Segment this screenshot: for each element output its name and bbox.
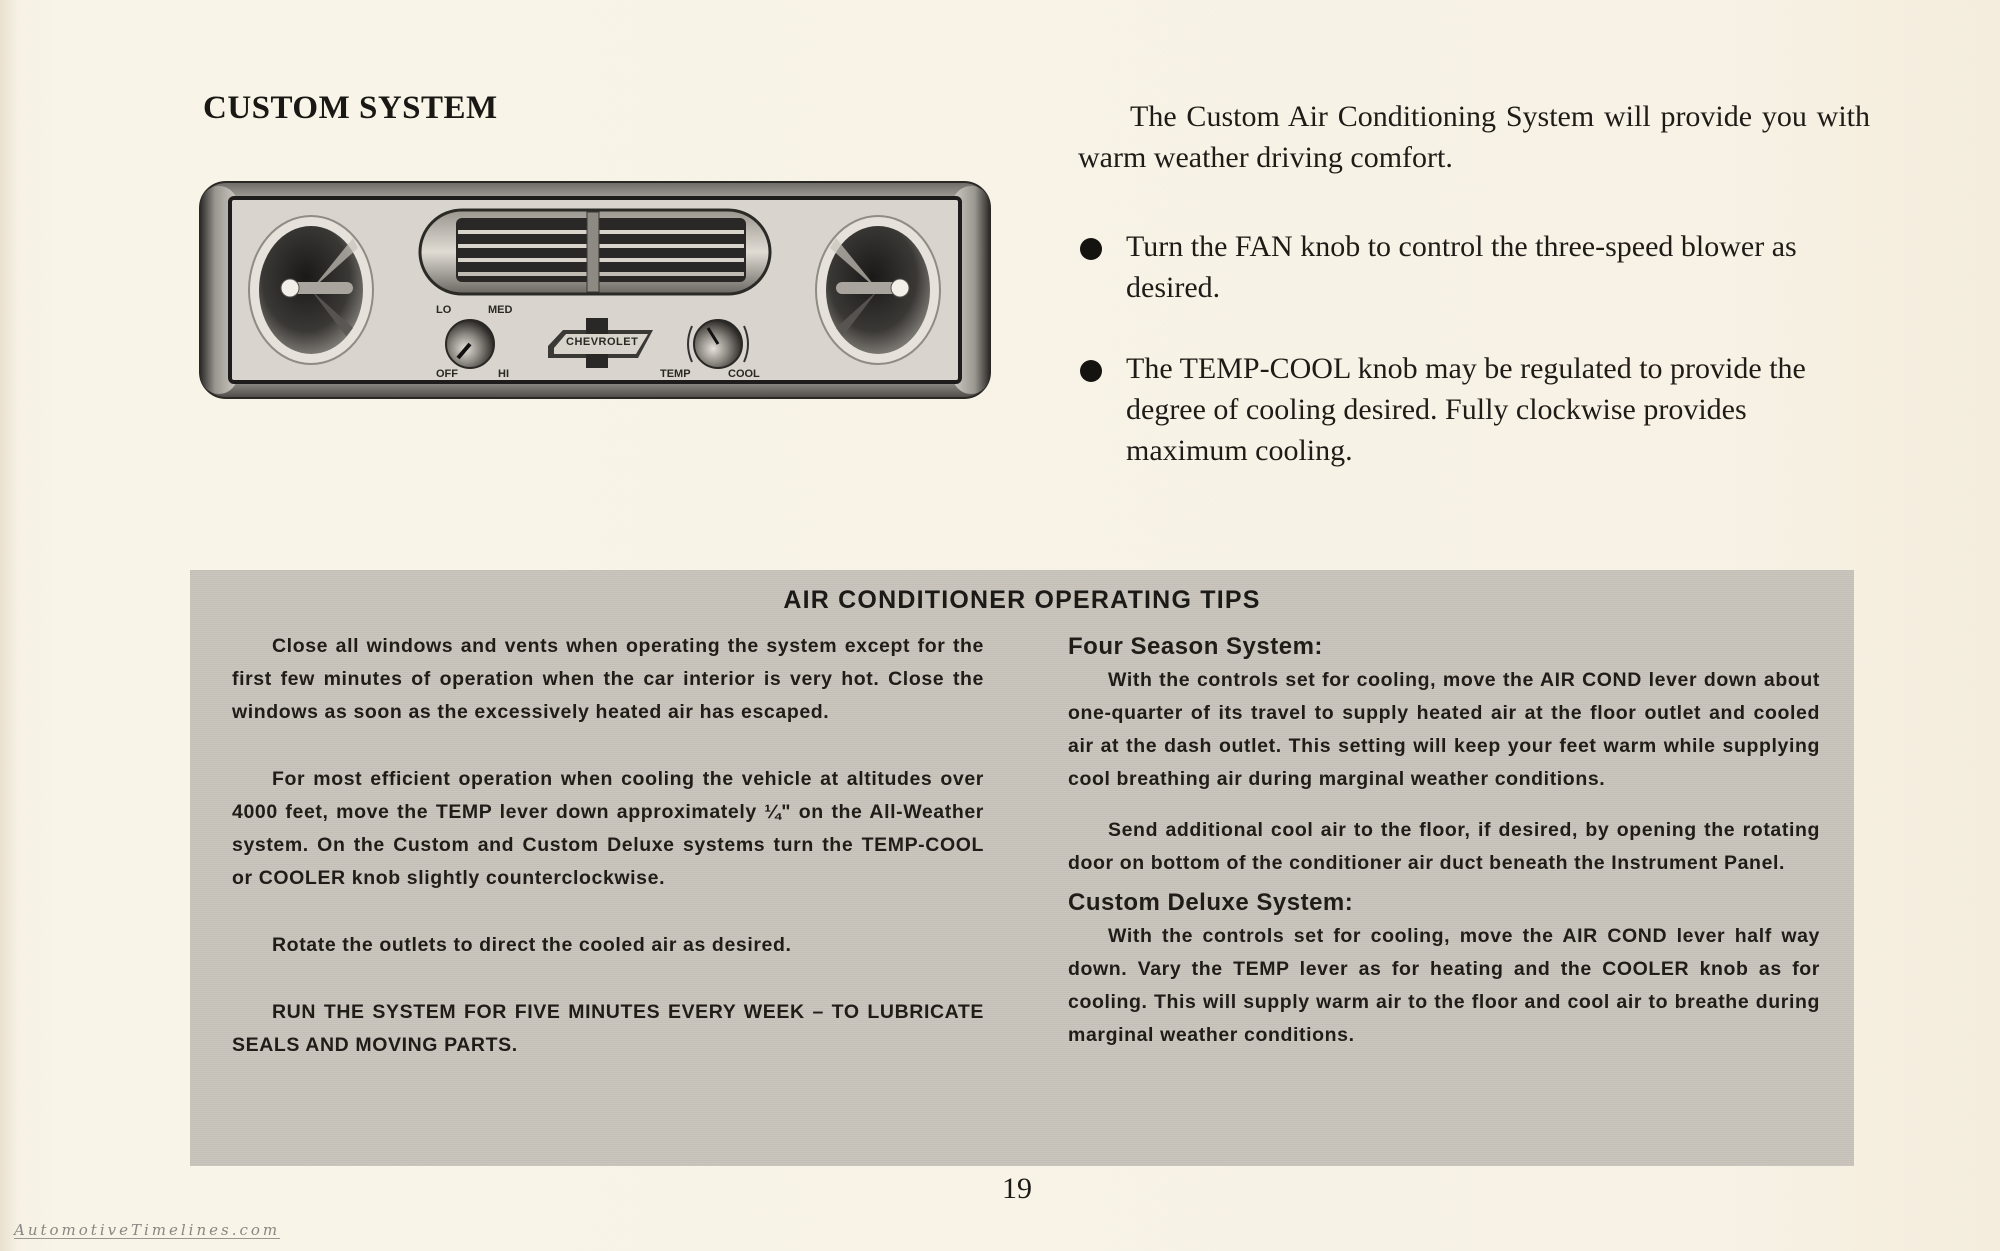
intro-section [1078,96,1870,471]
bullet-item: The TEMP-COOL knob may be regulated to provide the degree of cooling desired. Fully clockwise provides maximum cooling. [1078,348,1870,471]
bullet-item: Turn the FAN knob to control the three-speed blower as desired. [1078,226,1870,308]
tips-left-column [232,630,984,1062]
four-season-heading: Four Season System: [1068,633,1323,660]
tip-paragraph: With the controls set for cooling, move the AIR COND lever half way down. Vary the TEMP lever as for heating and the COOLER knob as for cooling. This will supply warm air to the floor and cool air to breathe during marginal weather conditions. [1068,925,1820,1046]
fan-label-lo: LO [436,304,452,316]
cool-label: COOL [728,368,760,380]
bullet-dot-icon [1080,360,1102,382]
intro-bullet-list [1078,226,1870,471]
fan-label-off: OFF [436,368,458,380]
temp-label: TEMP [660,368,691,380]
tip-paragraph: For most efficient operation when cooling the vehicle at altitudes over 4000 feet, move the TEMP lever down approximately ¼" on the All-Weather system. On the Custom and Custom Deluxe systems turn the TEMP-COOL or COOLER knob slightly counterclockwise. [232,768,984,889]
custom-deluxe-heading: Custom Deluxe System: [1068,889,1354,916]
tip-paragraph: RUN THE SYSTEM FOR FIVE MINUTES EVERY WEEK – TO LUBRICATE SEALS AND MOVING PARTS. [232,1001,984,1056]
watermark: AutomotiveTimelines.com [14,1221,281,1239]
fan-label-med: MED [488,304,513,316]
tips-right-column [1068,630,1820,1052]
ac-control-unit-illustration [198,178,993,402]
bullet-dot-icon [1080,238,1102,260]
operating-tips-box [190,570,1854,1166]
tip-paragraph: Send additional cool air to the floor, if desired, by opening the rotating door on bottom of the conditioner air duct beneath the Instrument Panel. [1068,819,1820,874]
fan-label-hi: HI [498,368,509,380]
page-number: 19 [1002,1172,1032,1205]
section-heading: CUSTOM SYSTEM [203,90,498,126]
intro-paragraph: The Custom Air Conditioning System will provide you with warm weather driving comfort. [1078,100,1870,174]
tips-title: AIR CONDITIONER OPERATING TIPS [783,586,1261,614]
tip-paragraph: Rotate the outlets to direct the cooled air as desired. [272,934,792,956]
tip-paragraph: With the controls set for cooling, move the AIR COND lever down about one-quarter of its travel to supply heated air at the floor outlet and cooled air at the dash outlet. This setting will keep your feet warm while supplying cool breathing air during marginal weather conditions. [1068,669,1820,790]
chevrolet-emblem: CHEVROLET [566,336,639,348]
tip-paragraph: Close all windows and vents when operating the system except for the first few minutes of operation when the car interior is very hot. Close the windows as soon as the excessively heated air has escaped. [232,635,984,723]
